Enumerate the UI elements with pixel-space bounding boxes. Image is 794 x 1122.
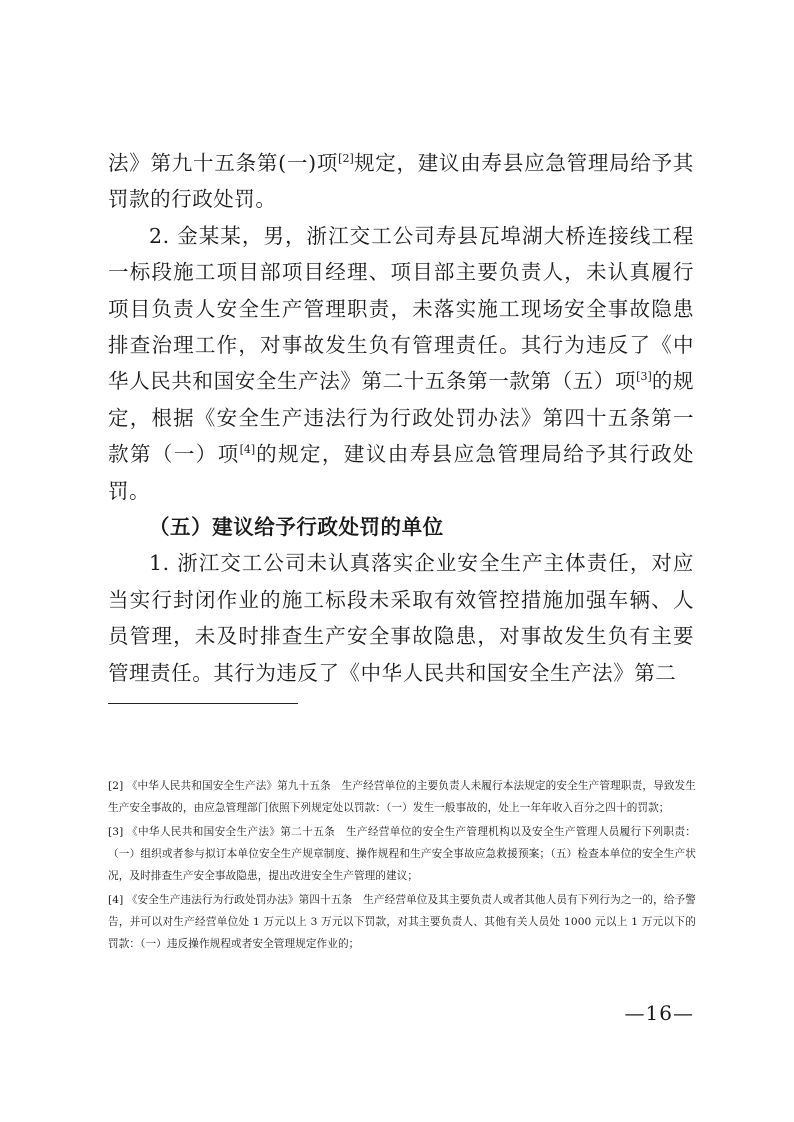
paragraph-continuation: [108, 145, 694, 218]
paragraph-text: 法》第九十五条第(一)项: [108, 151, 339, 175]
footnote: [4] 《安全生产违法行为行政处罚办法》第四十五条 生产经营单位及其主要负责人或者其他人员有下列行为之一的，给予警告，并可以对生产经营单位处 1 万元以上 3 万元以下罚款，对其主要负责人、其他有关人员处 1000 元以上 1 万元以下的罚款：（一）违反操作规程或者安全管理规定作业的；: [108, 894, 696, 950]
paragraph-text: 的规定，建议由寿县应急管理局给予其行政处罚。: [108, 442, 694, 503]
paragraph-item-2: [108, 218, 694, 509]
footnote: [3] 《中华人民共和国安全生产法》第二十五条 生产经营单位的安全生产管理机构以及安全生产管理人员履行下列职责：（一）组织或者参与拟订本单位安全生产规章制度、操作规程和生产安全事故应急救援预案；（五）检查本单位的安全生产状况，及时排查生产安全事故隐患，提出改进安全生产管理的建议；: [108, 826, 696, 882]
page-number: —16—: [624, 1001, 694, 1025]
body-text: [108, 145, 694, 691]
paragraph-text: 规定，建议由寿县应急管理局给予其罚款的行政处罚。: [108, 151, 694, 212]
footnote-separator: [108, 703, 298, 704]
section-heading: （五）建议给予行政处罚的单位: [149, 515, 444, 540]
paragraph-text: 的规定，根据《安全生产违法行为行政处罚办法》第四十五条第一款第（一）项: [108, 369, 695, 467]
footnote-ref: [4]: [239, 443, 256, 457]
footnote-ref: [2]: [338, 152, 354, 166]
footnotes: [108, 775, 696, 957]
footnote: [2] 《中华人民共和国安全生产法》第九十五条 生产经营单位的主要负责人未履行本法规定的安全生产管理职责，导致发生生产安全事故的，由应急管理部门依照下列规定处以罚款：（一）发生一般事故的，处上一年年收入百分之四十的罚款；: [108, 780, 696, 814]
paragraph-text: 2. 金某某，男，浙江交工公司寿县瓦埠湖大桥连接线工程一标段施工项目部项目经理、项目部主要负责人，未认真履行项目负责人安全生产管理职责，未落实施工现场安全事故隐患排查治理工作，对事故发生负有管理责任。其行为违反了《中华人民共和国安全生产法》第二十五条第一款第（五）项: [108, 223, 694, 394]
footnote-ref: [3]: [636, 370, 652, 384]
paragraph-item-1: 1. 浙江交工公司未认真落实企业安全生产主体责任，对应当实行封闭作业的施工标段未采取有效管控措施加强车辆、人员管理，未及时排查生产安全事故隐患，对事故发生负有主要管理责任。其行为违反了《中华人民共和国安全生产法》第二: [108, 551, 694, 685]
